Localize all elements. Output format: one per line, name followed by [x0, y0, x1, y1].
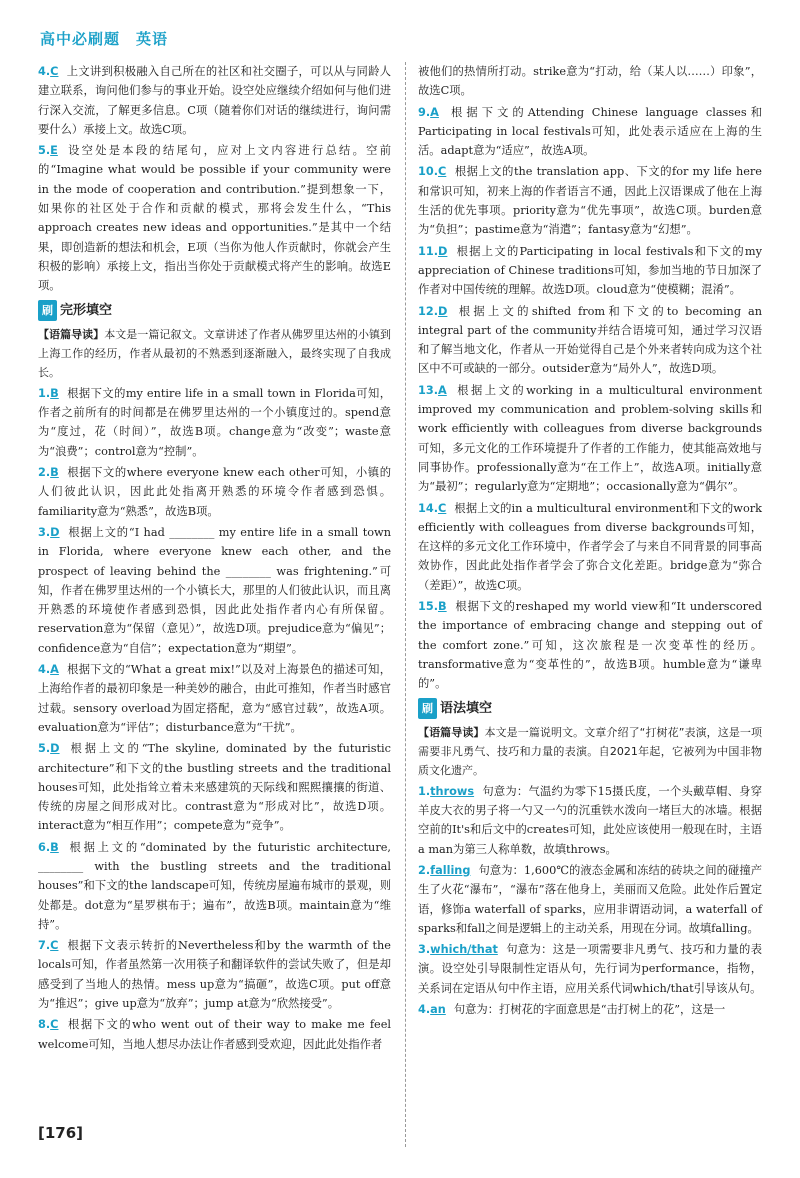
item-number: 4. [418, 1003, 431, 1017]
item-explanation: 根据上文的Participating in local festivals和下文的my appreciation of Chinese traditions可知，参加当地的节日加深了作者对中国传统的理解。故选D项。cloud意为“使模糊；混淆”。 [418, 244, 762, 297]
section-header-grammar [418, 698, 762, 719]
item-number: 5. [38, 742, 51, 756]
guide-label: 【语篇导读】 [418, 725, 485, 739]
cloze-answers-list [38, 384, 391, 1054]
item-number: 2. [38, 466, 51, 480]
item-answer: A [430, 105, 439, 119]
item-number: 13. [418, 383, 439, 397]
item-number: 11. [418, 244, 439, 258]
item-answer: D [438, 244, 448, 258]
item-number: 12. [418, 304, 439, 318]
item-explanation: 根据下文表示转折的Nevertheless和by the warmth of the locals可知，作者虽然第一次用筷子和翻译软件的尝试失败了，但是却感受到了当地人的热情。mess up意为“搞砸”，故选C项。put off意为“推迟”；give up意为“放弃”；jump at意为“欣然接受”。 [38, 939, 391, 1011]
item-answer: D [50, 742, 60, 756]
section-title: 完形填空 [60, 302, 113, 318]
item-explanation: 根据下文的who went out of their way to make me feel welcome可知，当地人想尽办法让作者感到受欢迎，因此此处指作者 [38, 1018, 391, 1051]
item-number: 2. [418, 863, 431, 877]
item-answer: throws [430, 784, 475, 798]
item-answer: C [50, 65, 59, 78]
guide-text: 本文是一篇说明文。文章介绍了“打树花”表演，这是一项需要非凡勇气、技巧和力量的表演。自2021年起，它被列为中国非物质文化遗产。 [418, 725, 763, 777]
item-answer: D [50, 525, 60, 539]
answer-item [38, 463, 391, 521]
answer-item [418, 103, 762, 161]
item-number: 3. [38, 525, 51, 539]
passage-guide-cloze [38, 325, 391, 382]
item-number: 1. [418, 784, 431, 798]
item-number: 10. [418, 165, 439, 179]
item-answer: falling [430, 863, 471, 877]
item-explanation: 根据上文的the translation app、下文的for my life here和常识可知，初来上海的作者语言不通，因此上汉语课成了他在上海生活的优先事项。priority意为“优先事项”，故选C项。burden意为“负担”；pastime意为“消遣”；fantasy意为“幻想”。 [418, 165, 762, 237]
left-column [38, 62, 391, 1056]
item-explanation: 句意为：气温约为零下15摄氏度，一个头戴草帽、身穿羊皮大衣的男子将一勺又一勺的沉重铁水泼向一堵巨大的冰墙。根据空前的It's和后文中的creates可知，此处应该使用一般现在时，主语a man为第三人称单数，故填throws。 [418, 784, 762, 856]
answer-item [418, 782, 762, 859]
cloze-answers-list-continued [418, 103, 762, 694]
passage-guide-grammar [418, 723, 762, 780]
answer-item [418, 302, 762, 379]
answer-item [418, 940, 762, 998]
item-answer: A [50, 663, 59, 677]
right-column [418, 62, 762, 1021]
item-explanation: 根据上文的“dominated by the futuristic architecture, ________ with the bustling streets and the traditional houses”和下文的the landscape可知，传统房屋遍布城市的景观，则处都是。dot意为“星罗棋布于；遍布”，故选B项。maintain意为“维持”。 [38, 840, 391, 931]
item-answer: B [50, 840, 59, 854]
item-answer: B [50, 466, 59, 480]
guide-label: 【语篇导读】 [38, 327, 105, 341]
item-explanation: 设空处是本段的结尾句，应对上文内容进行总结。空前的“Imagine what would be possible if your community were in the mode of cooperation and contribution.”提到想象一下，如果你的社区处于合作和贡献的模式，那将会发生什么，“This approach creates new ideas and opportunities.”是其中一个结果，即创造新的想法和机会，E项（当你为他人作贡献时，你就会产生积极的影响）承接上文，指出当你处于贡献模式将产生的影响。故选E项。 [38, 144, 391, 293]
page-number: [176] [38, 1124, 84, 1142]
item-explanation: 根据上文的shifted from和下文的to becoming an integral part of the community并结合语境可知，通过学习汉语和了解当地文化，作者从一开始觉得自己是个外来者转向成为这个社区中不可或缺的一部分。outsider意为“局外人”，故选D项。 [418, 304, 762, 376]
grammar-answers-list [418, 782, 762, 1020]
item-number: 8. [38, 1018, 51, 1032]
answer-item [38, 523, 391, 658]
continuation-text: 被他们的热情所打动。strike意为“打动，给（某人以……）印象”，故选C项。 [418, 65, 762, 98]
answer-item [418, 499, 762, 595]
item-answer: C [50, 939, 59, 953]
answer-item [418, 1000, 762, 1019]
item-answer: an [430, 1003, 446, 1017]
answer-item [38, 936, 391, 1013]
item-answer: C [438, 501, 447, 515]
item-explanation: 根据上文的working in a multicultural environment improved my communication and problem-solving skills和work efficiently with colleagues from diverse backgrounds可知，多元文化的工作环境提升了作者的工作能力，使其能高效地与同事协作。professionally意为“在工作上”，故选A项。initially意为“最初”；regularly意为“定期地”；occasionally意为“偶尔”。 [418, 383, 762, 494]
item-number: 7. [38, 939, 51, 953]
item-answer: B [50, 386, 59, 400]
item-number: 5. [38, 144, 51, 158]
answer-item [418, 162, 762, 239]
answer-item [418, 861, 762, 938]
section-badge: 刷 [38, 300, 57, 321]
answer-item [38, 1015, 391, 1054]
item-number: 9. [418, 105, 431, 119]
item-number: 4. [38, 65, 51, 78]
answer-item [38, 141, 391, 295]
answer-item [418, 381, 762, 497]
answer-item [38, 384, 391, 461]
item-number: 1. [38, 386, 51, 400]
item-answer: which/that [430, 943, 498, 957]
reading-answers-list [38, 62, 391, 296]
answer-item [418, 597, 762, 693]
item-explanation: 根据下文的“What a great mix!”以及对上海景色的描述可知，上海给作者的最初印象是一种美妙的融合，由此可推知，作者当时感官过载。sensory overload为固定搭配，意为“感官过载”，故选A项。evaluation意为“评估”；disturbance意为“干扰”。 [38, 663, 391, 734]
item-explanation: 根据上文的“The skyline, dominated by the futuristic architecture”和下文的the bustling streets and the traditional houses可知，此处指耸立着未来感建筑的天际线和熙熙攘攘的街道、传统的房屋之间形成对比。contrast意为“形成对比”，故选D项。interact意为“相互作用”；compete意为“竞争”。 [38, 742, 391, 833]
answer-item [38, 739, 391, 835]
guide-text: 本文是一篇记叙文。文章讲述了作者从佛罗里达州的小镇到上海工作的经历，作者从最初的不熟悉到逐渐融入，最终实现了自我成长。 [38, 327, 392, 379]
item-answer: C [438, 165, 447, 179]
item-explanation: 句意为：打树花的字面意思是“击打树上的花”，这是一 [453, 1003, 726, 1017]
item-explanation: 根据下文的where everyone knew each other可知，小镇的人们彼此认识，因此此处指离开熟悉的环境令作者感到恐惧。familiarity意为“熟悉”，故选B项。 [38, 466, 391, 518]
answer-item [38, 660, 391, 737]
page-header: 高中必刷题 英语 [40, 30, 169, 48]
item-explanation: 句意为：1,600℃的液态金属和冻结的砖块之间的碰撞产生了火花“瀑布”，“瀑布”落在他身上，美丽而又危险。此处作后置定语，修饰a waterfall of sparks，应用非谓语动词，a waterfall of sparks和fall之间是逻辑上的主动关系，用现在分词。故填falling。 [418, 863, 762, 935]
item-explanation: 根据下文的my entire life in a small town in Florida可知，作者之前所有的时间都是在佛罗里达州的一个小镇度过的。spend意为“度过，花（时间）”，故选B项。change意为“改变”；waste意为“浪费”；control意为“控制”。 [38, 386, 391, 458]
answer-item [38, 838, 391, 934]
section-title: 语法填空 [440, 700, 493, 716]
item-explanation: 根据下文的reshaped my world view和“It underscored the importance of embracing change and stepping out of the comfort zone.”可知，这次旅程是一次变革性的经历。transformative意为“变革性的”，故选B项。humble意为“谦卑的”。 [418, 600, 762, 691]
item-answer: D [438, 304, 448, 318]
item-explanation: 根据下文的Attending Chinese language classes和Participating in local festivals可知，此处表示适应在上海的生活。adapt意为“适应”，故选A项。 [418, 105, 762, 158]
item-number: 3. [418, 943, 431, 957]
item-number: 15. [418, 600, 439, 614]
answer-item [38, 62, 391, 139]
item-answer: E [50, 144, 58, 158]
item-number: 6. [38, 840, 51, 854]
item-number: 4. [38, 663, 51, 677]
item-explanation: 句意为：这是一项需要非凡勇气、技巧和力量的表演。设空处引导限制性定语从句，先行词为performance，指物，关系词在定语从句中作主语，应用关系代词which/that引导该从句。 [418, 943, 762, 995]
item-answer: A [438, 383, 447, 397]
item-explanation: 上文讲到积极融入自己所在的社区和社交圈子，可以从与同龄人建立联系，询问他们参与的事业开始。设空处应继续介绍如何与他们进行深入交流，了解更多信息。C项（随着你们对话的继续进行，询问需要什么）承接上文。故选C项。 [38, 65, 391, 136]
section-header-cloze [38, 300, 391, 321]
item-answer: C [50, 1018, 59, 1032]
answer-item [418, 242, 762, 300]
item-explanation: 根据上文的in a multicultural environment和下文的work efficiently with colleagues from diverse backgrounds可知，在这样的多元文化工作环境中，作者学会了与来自不同背景的同事高效协作，因此此处指作者学会了弥合文化差距。bridge意为“弥合（差距）”，故选C项。 [418, 501, 762, 592]
section-badge: 刷 [418, 698, 437, 719]
item-answer: B [438, 600, 447, 614]
item-number: 14. [418, 501, 439, 515]
item-explanation: 根据上文的“I had ________ my entire life in a small town in Florida, where everyone knew each other, and the prospect of leaving behind the ________ was frightening.”可知，作者在佛罗里达州的一个小镇长大，那里的人们彼此认识，而且离开熟悉的环境使作者感到恐惧，因此此处指作者内心有所保留。reservation意为“保留（意见）”，故选D项。prejudice意为“偏见”；confidence意为“自信”；expectation意为“期望”。 [38, 525, 391, 655]
column-divider [405, 62, 406, 1147]
